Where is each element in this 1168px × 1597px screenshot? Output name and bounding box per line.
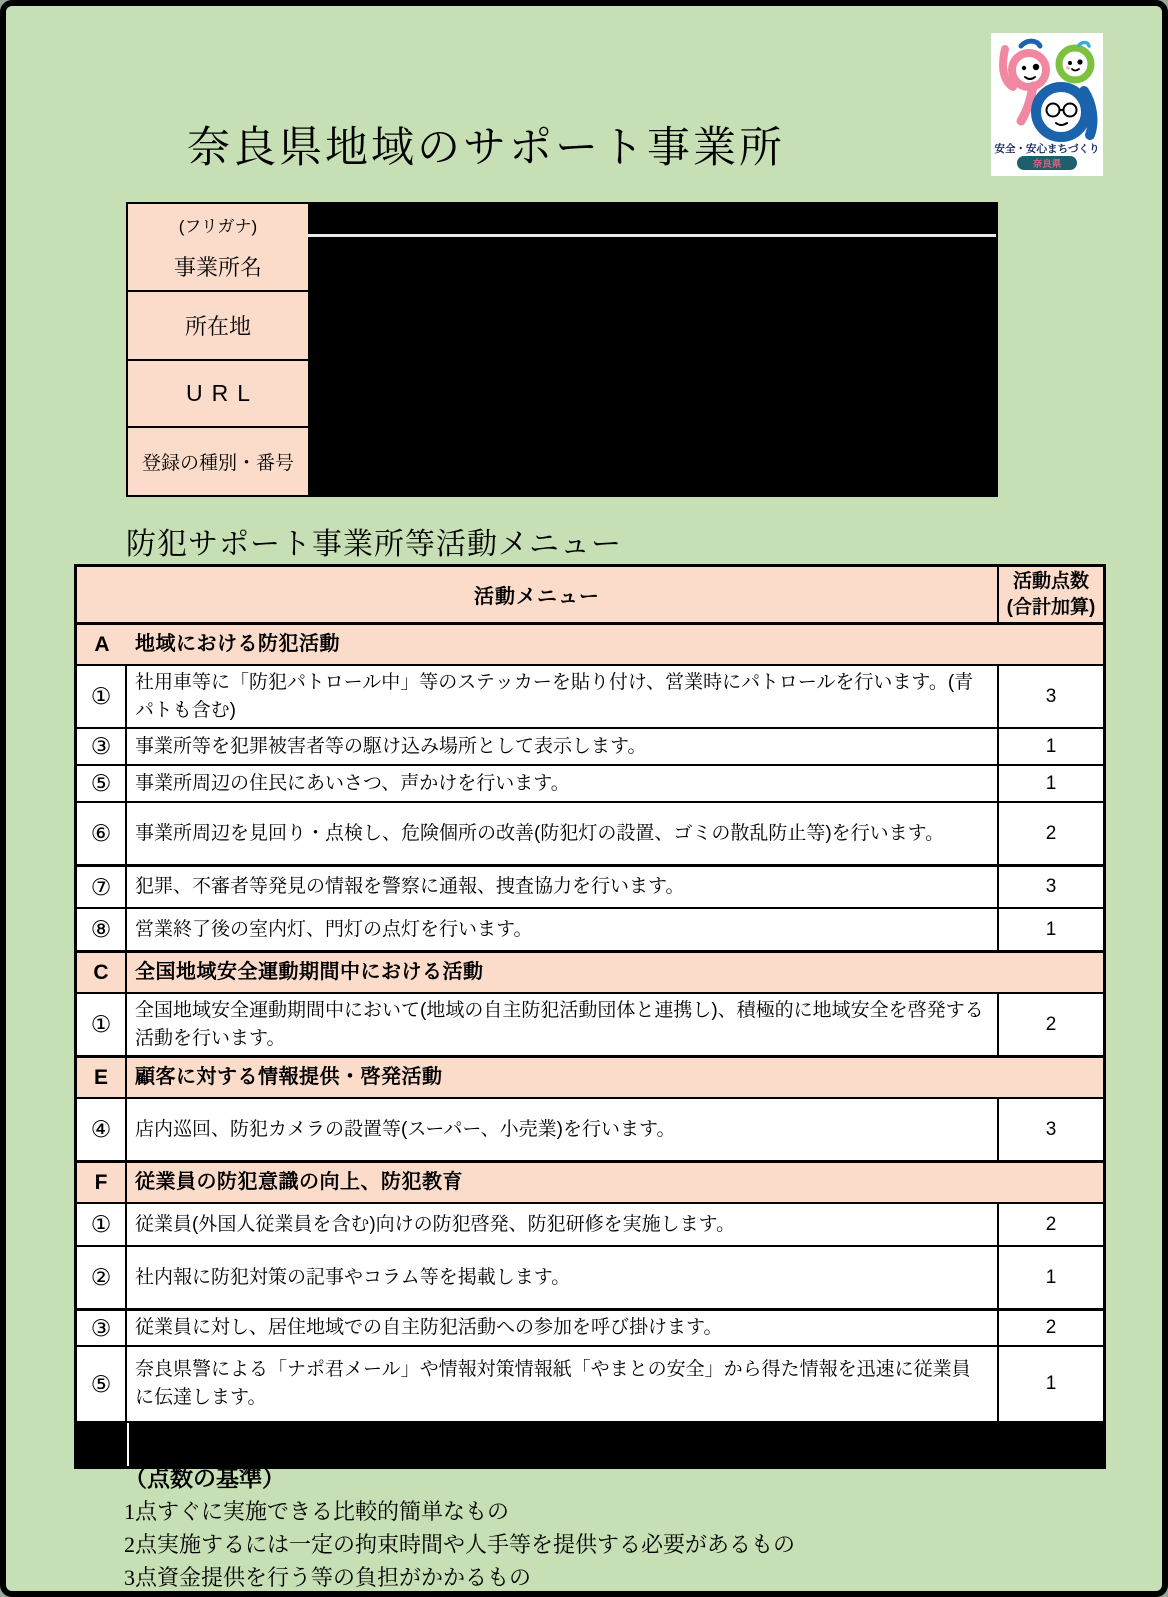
furigana-label: (フリガナ) [178, 217, 258, 236]
item-number: ② [77, 1247, 127, 1308]
section-letter: F [77, 1163, 127, 1202]
redacted-values-area [308, 204, 996, 495]
item-text: 社内報に防犯対策の記事やコラム等を掲載します。 [135, 1266, 571, 1288]
scoring-note-line: 3点資金提供を行う等の負担がかかるもの [124, 1565, 532, 1590]
item-number: ⑤ [77, 766, 127, 801]
scoring-note [124, 1462, 795, 1594]
section-title: 全国地域安全運動期間中における活動 [135, 961, 484, 983]
logo-pref-badge: 奈良県 [1017, 156, 1077, 170]
page-title: 奈良県地域のサポート事業所 [187, 124, 785, 172]
business-name-label: 事業所名 [173, 255, 262, 280]
item-text: 奈良県警による「ナポ君メール」や情報対策情報紙「やまとの安全」から得た情報を迅速に従業員に伝達します。 [135, 1359, 971, 1408]
points-column-header [997, 567, 1103, 622]
table-row [77, 1308, 1103, 1345]
item-number: ⑦ [77, 867, 127, 907]
section-letter: E [77, 1058, 127, 1097]
menu-heading: 防犯サポート事業所等活動メニュー [126, 528, 622, 561]
item-number: ④ [77, 1099, 127, 1160]
item-points: 2 [997, 1311, 1103, 1345]
table-row [77, 992, 1103, 1055]
item-number: ③ [77, 1311, 127, 1345]
section-row-a [77, 622, 1103, 664]
item-points: 1 [997, 729, 1103, 764]
item-text: 事業所周辺の住民にあいさつ、声かけを行います。 [135, 772, 570, 794]
item-number: ① [77, 1204, 127, 1245]
item-points: 3 [997, 666, 1103, 727]
scoring-note-heading: （点数の基準） [124, 1466, 285, 1491]
menu-column-header: 活動メニュー [474, 586, 600, 608]
business-info-form [126, 202, 998, 497]
url-label: URL [185, 380, 259, 406]
address-label: 所在地 [184, 314, 251, 339]
table-row [77, 764, 1103, 801]
item-text: 事業所周辺を見回り・点検し、危険個所の改善(防犯灯の設置、ゴミの散乱防止等)を行います。 [135, 822, 945, 844]
form-label-column [128, 204, 308, 495]
table-row [77, 801, 1103, 864]
section-letter: C [77, 953, 127, 992]
table-row [77, 1345, 1103, 1421]
item-number: ⑥ [77, 803, 127, 864]
table-row [77, 727, 1103, 764]
table-row [77, 1245, 1103, 1308]
scoring-note-line: 2点実施するには一定の拘束時間や人手等を提供する必要があるもの [124, 1532, 796, 1557]
item-points: 2 [997, 803, 1103, 864]
furigana-row-divider [308, 234, 996, 237]
section-letter: A [94, 632, 110, 656]
item-number: ③ [77, 729, 127, 764]
section-row-c [77, 950, 1103, 992]
points-header-line1: 活動点数 [1012, 570, 1089, 592]
safety-town-logo [991, 33, 1103, 176]
item-points: 2 [997, 994, 1103, 1055]
table-row [77, 1202, 1103, 1245]
item-points: 2 [997, 1204, 1103, 1245]
section-row-e [77, 1055, 1103, 1097]
section-row-f [77, 1160, 1103, 1202]
item-text: 従業員(外国人従業員を含む)向けの防犯啓発、防犯研修を実施します。 [135, 1213, 736, 1235]
item-points: 3 [997, 1099, 1103, 1160]
item-text: 犯罪、不審者等発見の情報を警察に通報、捜査協力を行います。 [135, 876, 685, 898]
redacted-table-row [77, 1421, 1103, 1466]
registration-label-cell [128, 428, 308, 495]
table-row [77, 664, 1103, 727]
registration-label: 登録の種別・番号 [141, 453, 294, 474]
logo-tagline: 安全・安心まちづくり [994, 143, 1100, 155]
section-title: 地域における防犯活動 [135, 633, 340, 655]
item-points: 3 [997, 867, 1103, 907]
table-row [77, 1097, 1103, 1160]
item-points: 1 [997, 766, 1103, 801]
item-text: 営業終了後の室内灯、門灯の点灯を行います。 [135, 918, 533, 940]
address-label-cell [128, 292, 308, 361]
item-number: ⑤ [77, 1347, 127, 1421]
item-text: 店内巡回、防犯カメラの設置等(スーパー、小売業)を行います。 [135, 1118, 676, 1140]
points-header-line2: (合計加算) [1006, 596, 1096, 618]
item-text: 社用車等に「防犯パトロール中」等のステッカーを貼り付け、営業時にパトロールを行います。(青パトも含む) [135, 671, 974, 721]
item-number: ⑧ [77, 909, 127, 950]
scoring-note-line: 1点すぐに実施できる比較的簡単なもの [124, 1499, 510, 1524]
url-label-cell [128, 361, 308, 428]
item-number: ① [77, 994, 127, 1055]
business-name-label-cell [128, 204, 308, 292]
table-row [77, 907, 1103, 950]
item-text: 従業員に対し、居住地域での自主防犯活動への参加を呼び掛けます。 [135, 1317, 723, 1339]
item-text: 事業所等を犯罪被害者等の駆け込み場所として表示します。 [135, 735, 647, 757]
section-title: 顧客に対する情報提供・啓発活動 [135, 1066, 443, 1088]
item-points: 1 [997, 1347, 1103, 1421]
item-points: 1 [997, 1247, 1103, 1308]
item-number: ① [77, 666, 127, 727]
item-text: 全国地域安全運動期間中において(地域の自主防犯活動団体と連携し)、積極的に地域安全を啓発する活動を行います。 [135, 999, 984, 1049]
redacted-row-divider [127, 1423, 129, 1466]
table-header-row [77, 567, 1103, 622]
item-points: 1 [997, 909, 1103, 950]
section-title: 従業員の防犯意識の向上、防犯教育 [135, 1171, 463, 1193]
activity-menu-table [74, 564, 1106, 1469]
table-row [77, 864, 1103, 907]
